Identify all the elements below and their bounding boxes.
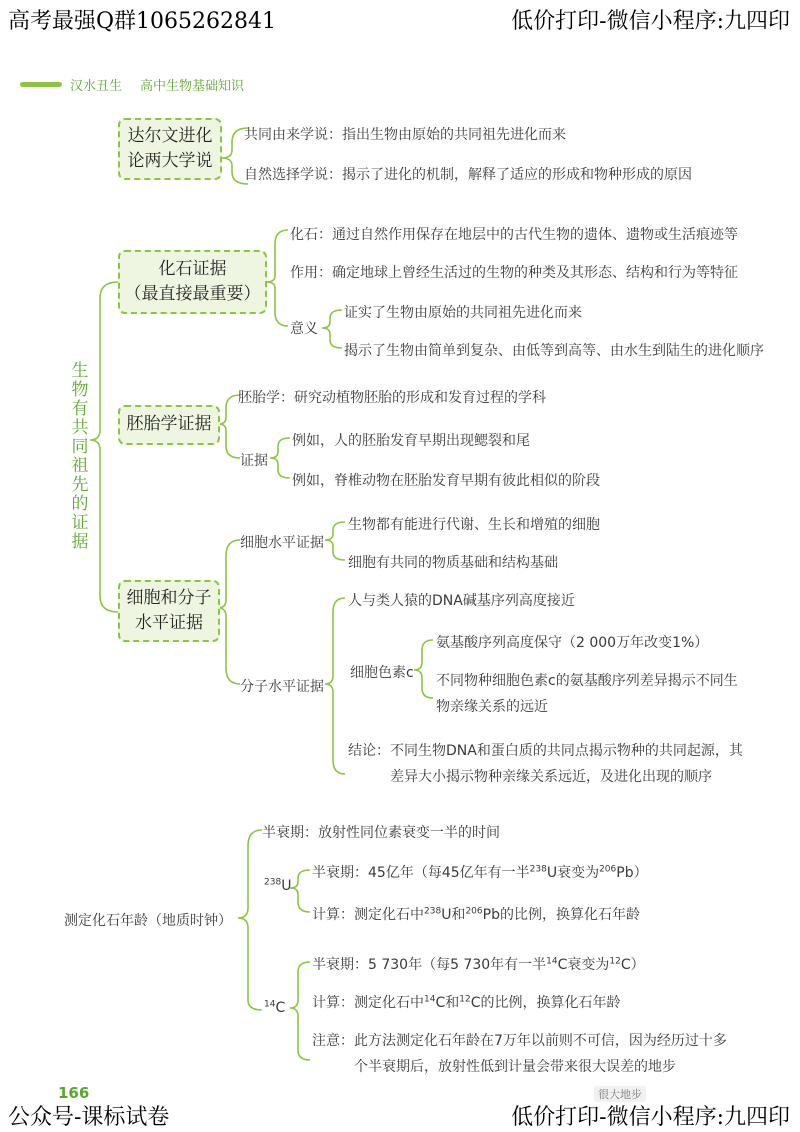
- c12-sup: 12: [609, 956, 621, 967]
- c12-calc-sup: 12: [459, 994, 471, 1005]
- darwin-theory-box: [118, 118, 222, 180]
- half-life-definition: 半衰期：放射性同位素衰变一半的时间: [262, 825, 500, 841]
- c14-calculation: [312, 992, 620, 1012]
- u238-calc-b: U和: [441, 907, 466, 923]
- cell-molecular-evidence-box: [118, 580, 220, 642]
- c14-half-life: [312, 954, 645, 974]
- c14-calc-sup: 14: [424, 994, 436, 1005]
- darwin-item-natural-selection: 自然选择学说：揭示了进化的机制，解释了适应的形成和物种形成的原因: [244, 167, 692, 183]
- u238-half-life: [312, 862, 648, 882]
- watermark-top-left: 高考最强Q群1065262841: [8, 9, 277, 34]
- dating-title: 测定化石年龄（地质时钟）: [64, 913, 232, 929]
- cell-box-line2: 水平证据: [135, 613, 203, 633]
- u238-label: [264, 878, 291, 894]
- c14-label: [264, 1000, 285, 1016]
- c14-hl-c: C）: [620, 957, 645, 973]
- darwin-item-common-descent: 共同由来学说：指出生物由原始的共同祖先进化而来: [244, 127, 566, 143]
- pb206-sup: 206: [599, 864, 617, 875]
- stamp-text: 很大地步: [594, 1086, 646, 1102]
- u238-sup: 238: [529, 864, 547, 875]
- cytochrome-c-label: 细胞色素c: [350, 665, 414, 681]
- fossil-box-line2: （最直接最重要）: [124, 284, 261, 304]
- cytochrome-c-item: 不同物种细胞色素c的氨基酸序列差异揭示不同生: [436, 673, 738, 689]
- embryology-evidence-box: [118, 405, 220, 445]
- molecular-level-label: 分子水平证据: [240, 679, 324, 695]
- conclusion-line1: 结论：不同生物DNA和蛋白质的共同点揭示物种的共同起源，其: [348, 743, 743, 759]
- header-book: 汉水丑生: [70, 79, 123, 94]
- watermark-bottom-left: 公众号-课标试卷: [8, 1105, 170, 1130]
- darwin-box-line2: 论两大学说: [127, 151, 213, 171]
- c14-note-line1: 注意：此方法测定化石年龄在7万年以前则不可信，因为经历过十多: [312, 1033, 727, 1049]
- evidence-title: 生物有共同祖先的证据: [71, 361, 89, 552]
- c14-hl-a: 半衰期：5 730年（每5 730年有一半: [312, 957, 547, 973]
- dna-similarity: 人与类人猿的DNA碱基序列高度接近: [348, 593, 575, 609]
- cell-level-label: 细胞水平证据: [240, 535, 324, 551]
- header-subject: 高中生物基础知识: [140, 79, 245, 94]
- fossil-role: 作用：确定地球上曾经生活过的生物的种类及其形态、结构和行为等特征: [290, 265, 738, 281]
- c14-symbol: C: [275, 1000, 286, 1016]
- c14-note-line2: 个半衰期后，放射性低到计量会带来很大误差的地步: [354, 1059, 676, 1075]
- c14-calc-a: 计算：测定化石中: [312, 995, 424, 1011]
- conclusion-line2: 差异大小揭示物种亲缘关系远近，及进化出现的顺序: [390, 769, 712, 785]
- cytochrome-c-item: 物亲缘关系的远近: [436, 699, 548, 715]
- pb206-calc-sup: 206: [465, 906, 483, 917]
- u238-calc-sup: 238: [424, 906, 442, 917]
- cell-level-item: 生物都有能进行代谢、生长和增殖的细胞: [348, 517, 600, 533]
- c14-mass: 14: [264, 999, 276, 1010]
- fossil-meaning-item: 揭示了生物由简单到复杂、由低等到高等、由水生到陆生的进化顺序: [344, 343, 764, 359]
- embryology-box-label: 胚胎学证据: [126, 414, 212, 435]
- c14-hl-b: C衰变为: [557, 957, 610, 973]
- u238-hl-b: U衰变为: [546, 865, 600, 881]
- c14-calc-c: C的比例，换算化石年龄: [470, 995, 621, 1011]
- embryology-proof-item: 例如，脊椎动物在胚胎发育早期有彼此相似的阶段: [292, 473, 600, 489]
- embryology-proof-label: 证据: [240, 453, 268, 469]
- cell-level-item: 细胞有共同的物质基础和结构基础: [348, 555, 558, 571]
- fossil-evidence-box: [118, 250, 267, 314]
- page-number: 166: [58, 1084, 90, 1102]
- fossil-box-line1: 化石证据: [158, 258, 227, 279]
- fossil-definition: 化石：通过自然作用保存在地层中的古代生物的遗体、遗物或生活痕迹等: [290, 227, 738, 243]
- c14-sup: 14: [546, 956, 558, 967]
- darwin-box-line1: 达尔文进化: [127, 125, 213, 146]
- embryology-definition: 胚胎学：研究动植物胚胎的形成和发育过程的学科: [238, 390, 546, 406]
- u238-calc-a: 计算：测定化石中: [312, 907, 424, 923]
- u238-calculation: [312, 904, 640, 924]
- watermark-top-right: 低价打印-微信小程序:九四印: [511, 9, 790, 34]
- cell-box-line1: 细胞和分子: [126, 587, 212, 608]
- embryology-proof-item: 例如，人的胚胎发育早期出现鳃裂和尾: [292, 433, 530, 449]
- u238-mass: 238: [264, 877, 282, 888]
- cytochrome-c-item: 氨基酸序列高度保守（2 000万年改变1%）: [436, 635, 709, 651]
- u238-symbol: U: [281, 878, 292, 894]
- u238-hl-c: Pb）: [616, 865, 648, 881]
- watermark-bottom-right: 低价打印-微信小程序:九四印: [511, 1105, 790, 1130]
- fossil-meaning-label: 意义: [290, 321, 318, 337]
- u238-hl-a: 半衰期：45亿年（每45亿年有一半: [312, 865, 530, 881]
- fossil-meaning-item: 证实了生物由原始的共同祖先进化而来: [344, 305, 582, 321]
- c14-calc-b: C和: [435, 995, 460, 1011]
- u238-calc-c: Pb的比例，换算化石年龄: [482, 907, 640, 923]
